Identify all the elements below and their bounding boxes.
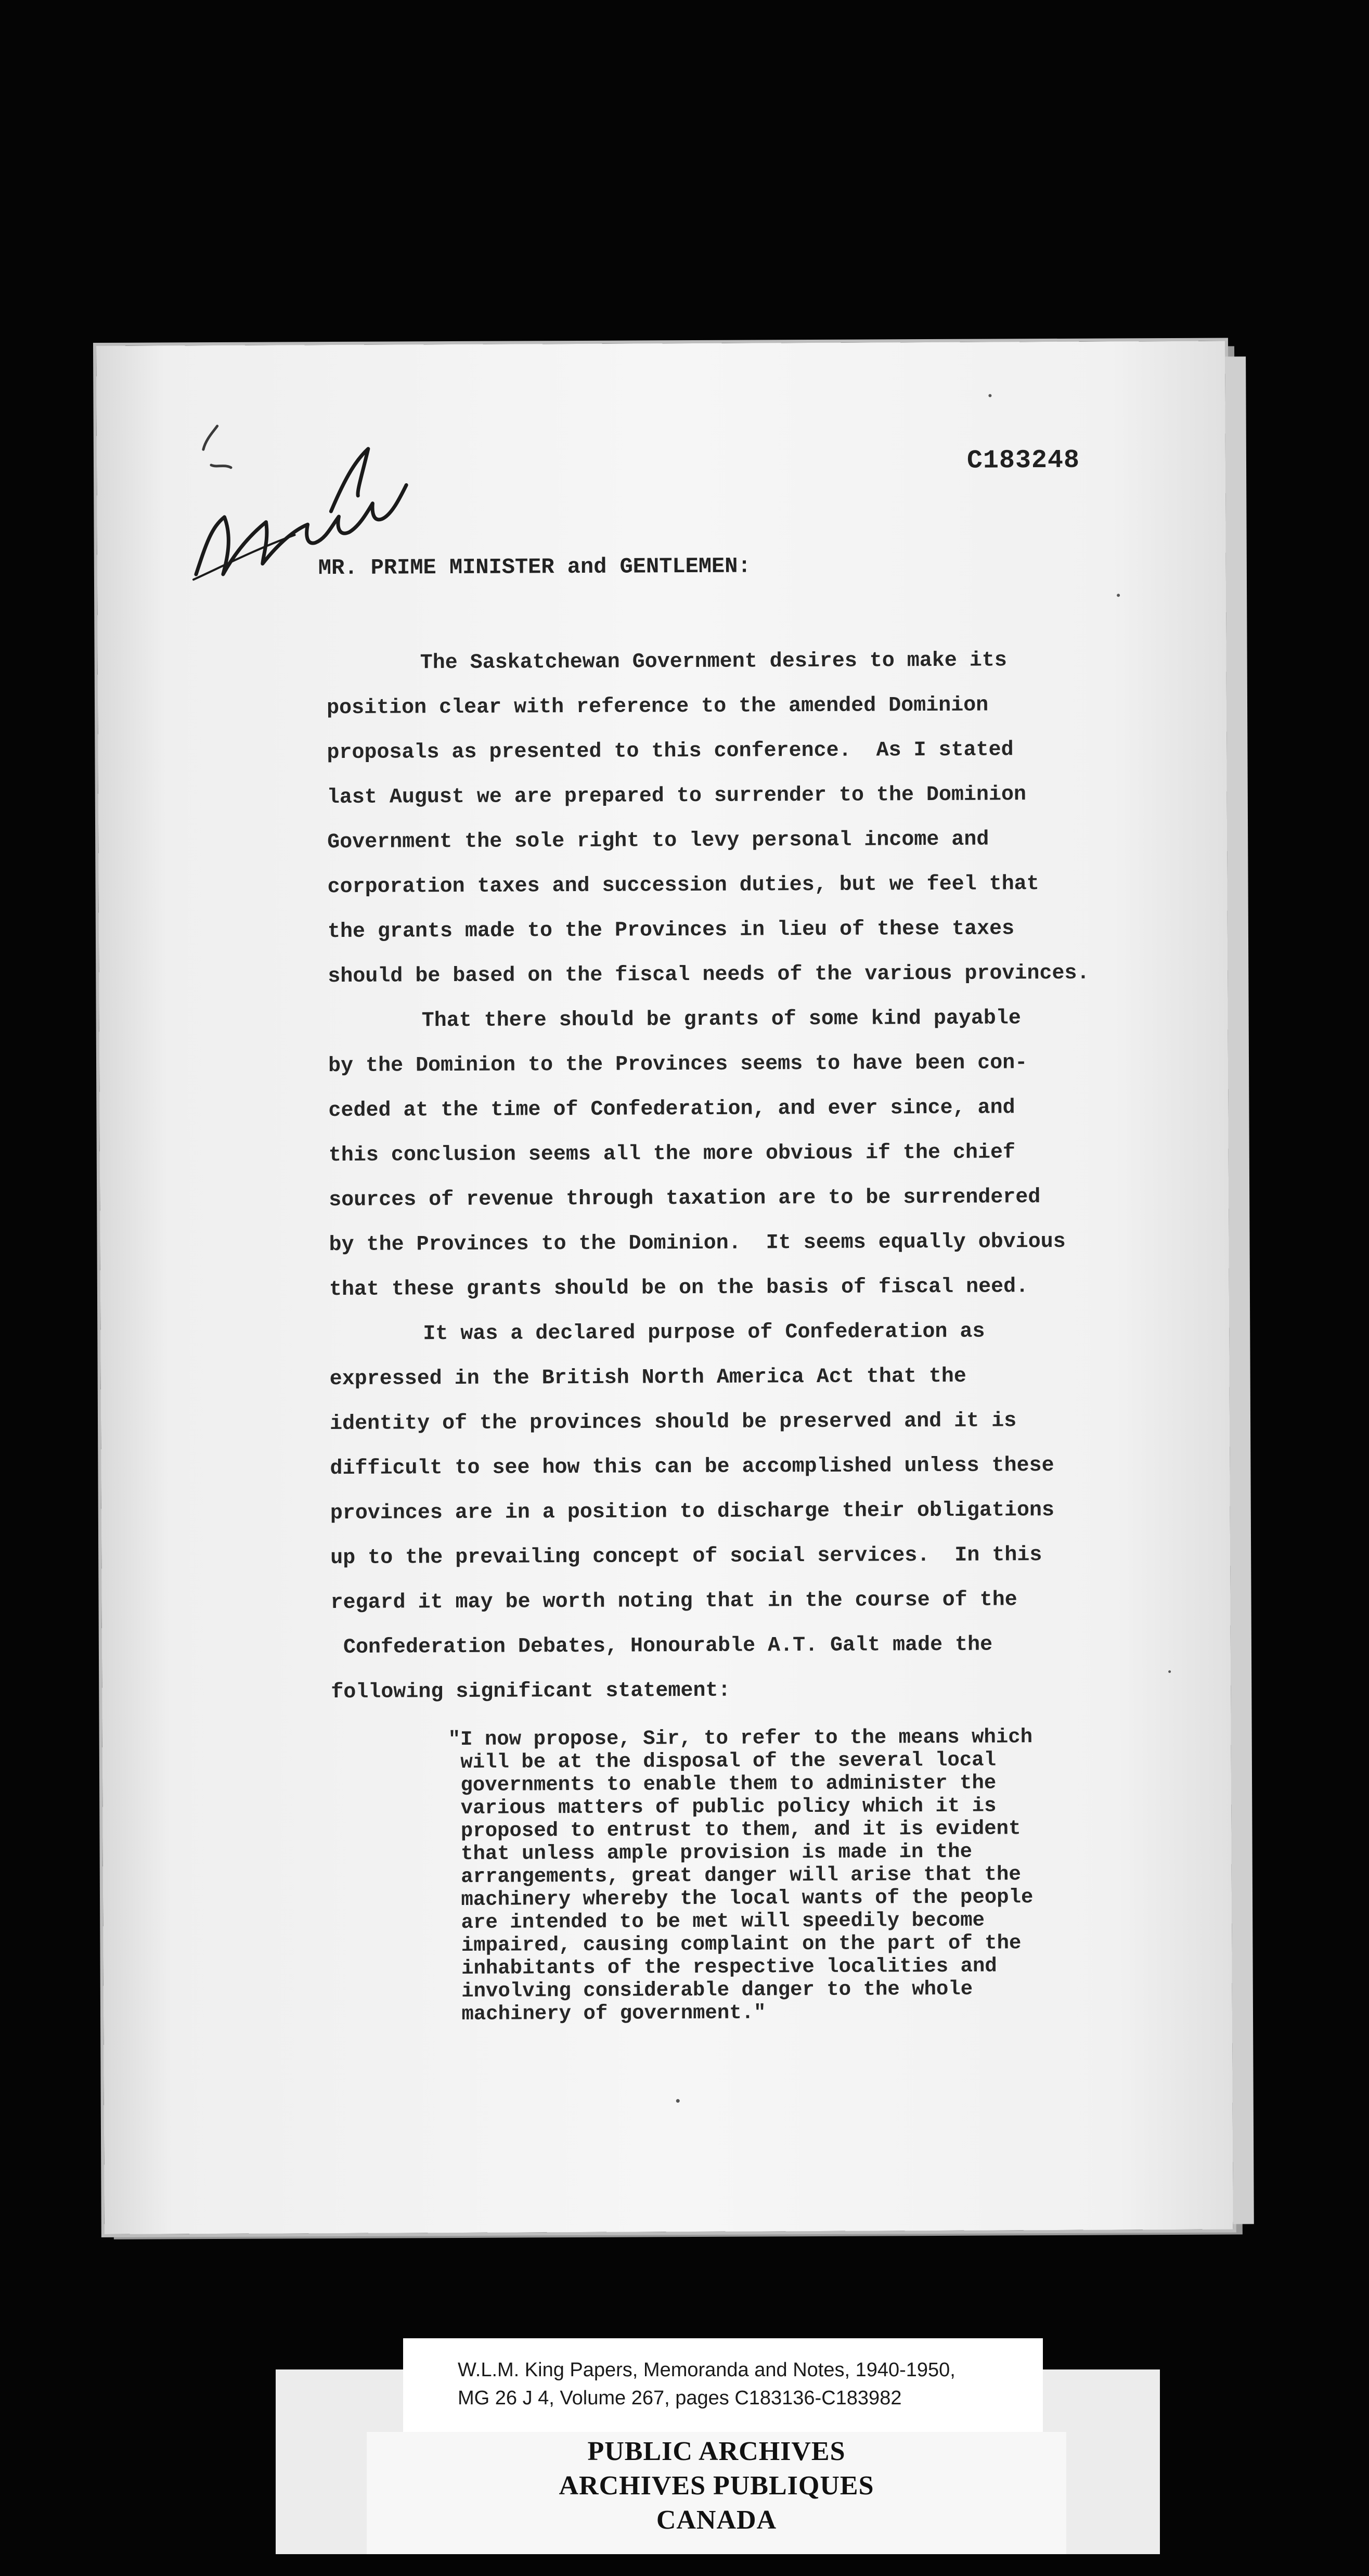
archive-stamp <box>367 2432 1066 2554</box>
quote-line: governments to enable them to administer the <box>448 1771 997 1797</box>
text-line: expressed in the British North America Act that the <box>329 1364 966 1392</box>
quote-line: various matters of public policy which it is <box>448 1794 997 1820</box>
document-number: C183248 <box>966 445 1080 476</box>
text-line: up to the prevailing concept of social services. In this <box>330 1543 1042 1570</box>
text-line: That there should be grants of some kind payable <box>421 1007 1021 1033</box>
text-line: regard it may be worth noting that in the course of the <box>330 1588 1017 1615</box>
paper-speck <box>1117 594 1120 597</box>
text-line: by the Provinces to the Dominion. It seems equally obvious <box>329 1230 1066 1257</box>
text-line: The Saskatchewan Government desires to make its <box>420 649 1007 675</box>
text-line: position clear with reference to the amended Dominion <box>326 693 989 720</box>
text-line: this conclusion seems all the more obvious if the chief <box>328 1141 1016 1168</box>
text-line: identity of the provinces should be preserved and it is <box>329 1409 1017 1436</box>
document-page <box>96 341 1233 2234</box>
quote-line: will be at the disposal of the several local <box>448 1748 997 1774</box>
paper-speck <box>988 394 991 397</box>
text-line: corporation taxes and succession duties, but we feel that <box>327 872 1039 899</box>
text-line: should be based on the fiscal needs of the various provinces. <box>328 961 1090 989</box>
text-line: ceded at the time of Confederation, and ever since, and <box>328 1096 1015 1123</box>
quote-line: "I now propose, Sir, to refer to the means which <box>448 1725 1033 1751</box>
quote-line: involving considerable danger to the whole <box>449 1977 973 2003</box>
label-line: MG 26 J 4, Volume 267, pages C183136-C183982 <box>458 2387 902 2409</box>
stamp-line: ARCHIVES PUBLIQUES <box>559 2471 874 2501</box>
text-line: proposals as presented to this conference. As I stated <box>327 738 1014 765</box>
stamp-line: CANADA <box>656 2505 777 2535</box>
text-line: following significant statement: <box>331 1679 731 1705</box>
quote-line: arrangements, great danger will arise that the <box>448 1863 1021 1889</box>
paper-speck <box>676 2099 680 2103</box>
text-line: sources of revenue through taxation are to be surrendered <box>329 1186 1041 1213</box>
letter-body <box>326 638 1184 1715</box>
text-line: by the Dominion to the Provinces seems to have been con- <box>328 1051 1028 1078</box>
quote-line: proposed to entrust to them, and it is evident <box>448 1817 1021 1843</box>
text-line: provinces are in a position to discharge their obligations <box>330 1498 1055 1526</box>
text-line: Government the sole right to levy personal income and <box>327 828 989 855</box>
text-line: difficult to see how this can be accomplished unless these <box>330 1453 1054 1481</box>
quote-line: inhabitants of the respective localities and <box>449 1954 997 1980</box>
text-line: It was a declared purpose of Confederation as <box>423 1320 985 1346</box>
quote-line: are intended to be met will speedily become <box>449 1909 985 1935</box>
quote-line: machinery whereby the local wants of the people <box>448 1886 1034 1912</box>
text-line: last August we are prepared to surrender to the Dominion <box>327 783 1027 810</box>
quote-line: that unless ample provision is made in the <box>448 1840 973 1866</box>
archive-label <box>403 2338 1043 2432</box>
paragraph-2 <box>328 996 1182 1312</box>
label-line: W.L.M. King Papers, Memoranda and Notes, 1940-1950, <box>458 2359 955 2381</box>
paper-speck <box>1168 1670 1171 1673</box>
stamp-line: PUBLIC ARCHIVES <box>587 2437 846 2466</box>
quote-line: impaired, causing complaint on the part of the <box>449 1931 1022 1957</box>
text-line: the grants made to the Provinces in lieu of these taxes <box>327 917 1015 944</box>
block-quote <box>448 1725 1167 2026</box>
quote-line: machinery of government." <box>449 2001 766 2026</box>
paragraph-3 <box>329 1309 1184 1715</box>
salutation: MR. PRIME MINISTER and GENTLEMEN: <box>318 553 751 581</box>
text-line: Confederation Debates, Honourable A.T. Galt made the <box>330 1633 993 1660</box>
paragraph-1 <box>326 638 1181 999</box>
text-line: that these grants should be on the basis of fiscal need. <box>329 1275 1029 1302</box>
